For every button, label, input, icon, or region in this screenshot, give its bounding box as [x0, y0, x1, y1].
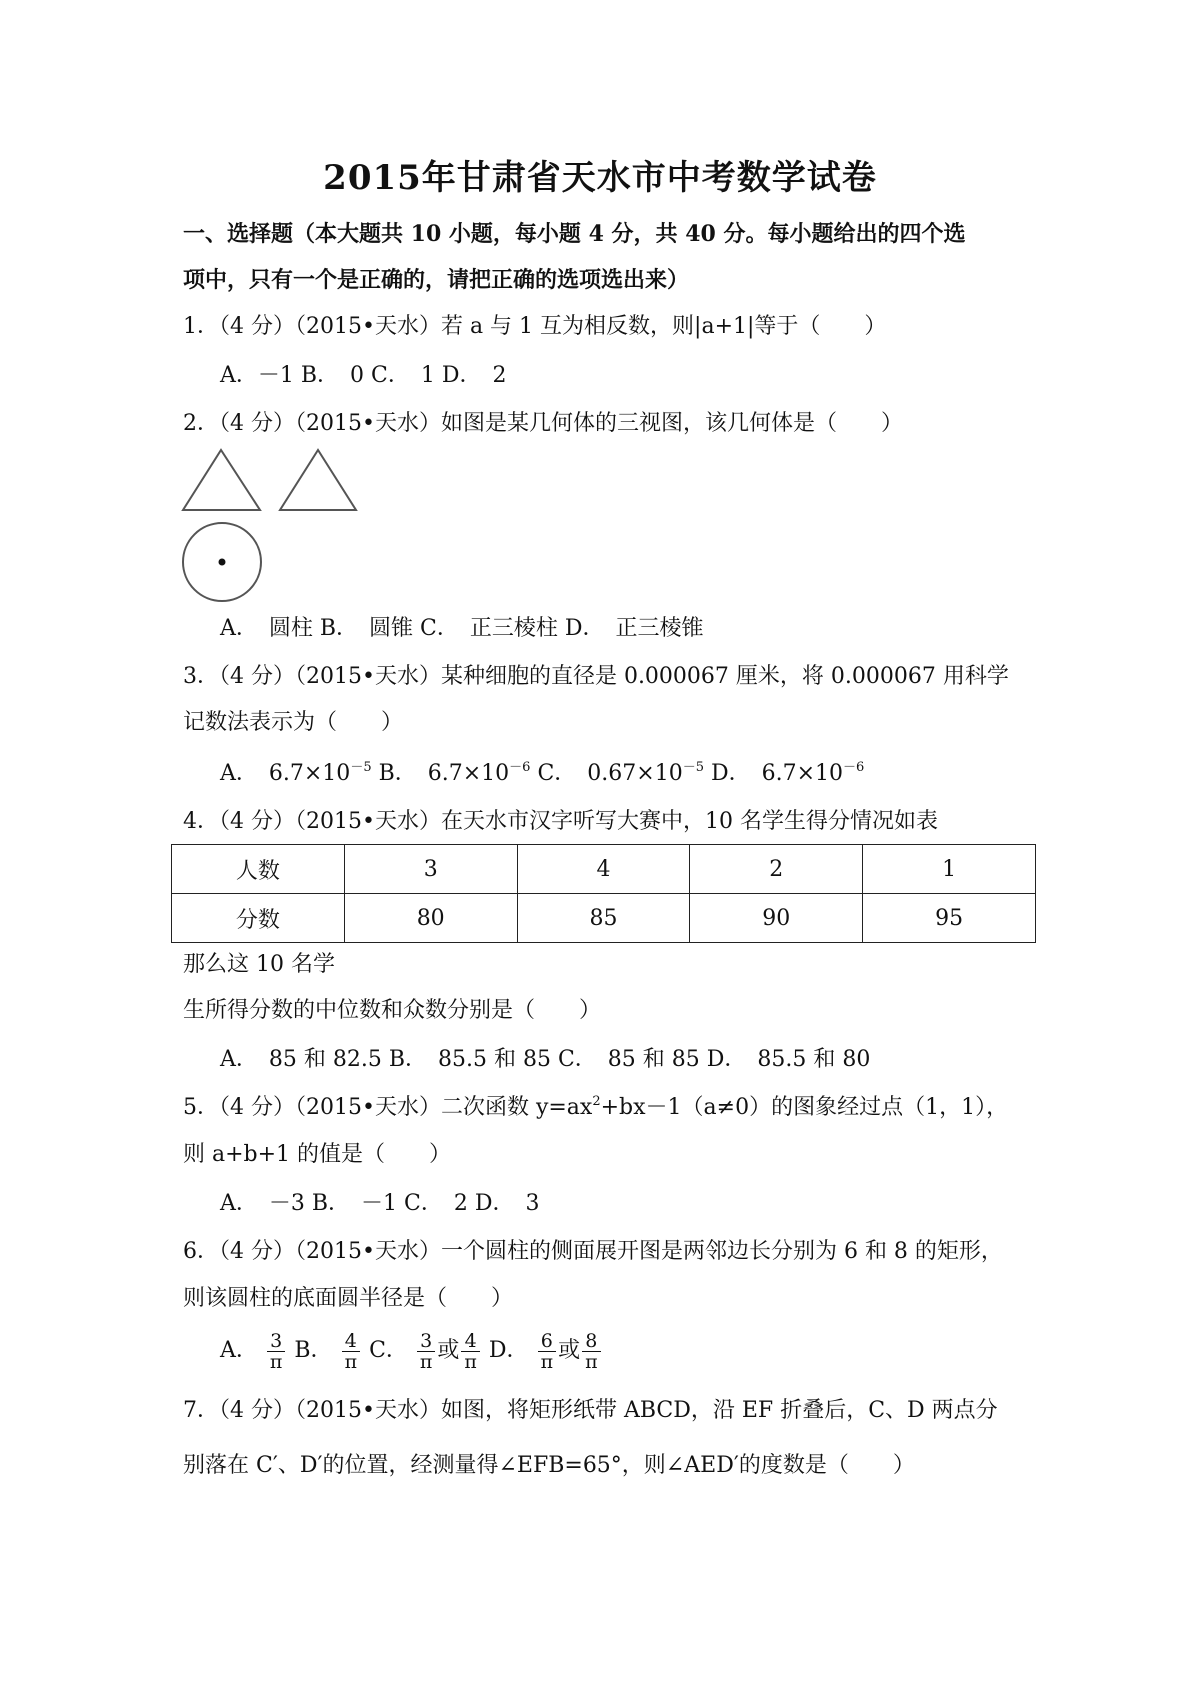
top-view-center-dot [219, 559, 226, 566]
q3-option-d-exponent: －6 [843, 760, 865, 775]
question-2-options: A． 圆柱 B． 圆锥 C． 正三棱柱 D． 正三棱锥 [220, 616, 704, 641]
q3-option-b: B． 6.7×10 [371, 761, 510, 786]
denominator: π [344, 1350, 358, 1373]
question-6-options [220, 1327, 603, 1375]
q3-option-d: D． 6.7×10 [703, 761, 844, 786]
question-1-options: A．－1 B． 0 C． 1 D． 2 [220, 363, 507, 388]
fraction-6-over-pi [538, 1331, 557, 1372]
q5-text-part1: 5．（4 分）（2015•天水）二次函数 y=ax [183, 1095, 593, 1120]
question-6-line1: 6．（4 分）（2015•天水）一个圆柱的侧面展开图是两邻边长分别为 6 和 8 的矩形， [183, 1239, 1003, 1264]
question-5-line2: 则 a+b+1 的值是（ ） [183, 1142, 452, 1167]
q6-option-a-label: A． [220, 1338, 258, 1363]
numerator: 3 [267, 1331, 286, 1352]
table-cell: 4 [517, 845, 690, 894]
denominator: π [585, 1350, 598, 1373]
numerator: 4 [461, 1331, 480, 1352]
table-cell: 人数 [172, 845, 345, 894]
side-view-triangle [280, 450, 356, 510]
q3-option-c-exponent: －5 [682, 760, 704, 775]
question-3-options [220, 758, 864, 790]
table-cell: 85 [517, 894, 690, 943]
three-view-figure [180, 448, 370, 608]
denominator: π [419, 1350, 433, 1373]
question-5-options: A． －3 B． －1 C． 2 D． 3 [220, 1191, 540, 1216]
question-4: 4．（4 分）（2015•天水）在天水市汉字听写大赛中，10 名学生得分情况如表 [183, 809, 938, 834]
numerator: 4 [342, 1331, 361, 1352]
q6-option-d-label: D． [488, 1338, 529, 1363]
table-cell: 1 [863, 845, 1036, 894]
table-cell: 分数 [172, 894, 345, 943]
front-view-triangle [183, 450, 260, 510]
question-2: 2．（4 分）（2015•天水）如图是某几何体的三视图，该几何体是（ ） [183, 411, 903, 436]
table-row [172, 845, 1036, 894]
q6-option-c-label: C． [369, 1338, 408, 1363]
table-cell: 2 [690, 845, 863, 894]
question-5-line1 [183, 1092, 1008, 1124]
q5-exponent: 2 [592, 1094, 601, 1109]
question-6-line2: 则该圆柱的底面圆半径是（ ） [183, 1286, 514, 1311]
question-4-options: A． 85 和 82.5 B． 85.5 和 85 C． 85 和 85 D． 85.5 和 80 [220, 1047, 871, 1072]
numerator: 6 [538, 1331, 557, 1352]
score-table [171, 844, 1036, 943]
question-4-after-table-2: 生所得分数的中位数和众数分别是（ ） [183, 998, 602, 1023]
numerator: 8 [582, 1331, 601, 1352]
fraction-3-over-pi [417, 1331, 436, 1372]
question-3-line1: 3．（4 分）（2015•天水）某种细胞的直径是 0.000067 厘米，将 0.000067 用科学 [183, 664, 1009, 689]
table-cell: 95 [863, 894, 1036, 943]
table-row [172, 894, 1036, 943]
numerator: 3 [417, 1331, 436, 1352]
q3-option-c: C． 0.67×10 [530, 761, 683, 786]
q3-option-b-exponent: －6 [509, 760, 531, 775]
q5-text-part2: +bx－1（a≠0）的图象经过点（1，1）， [600, 1095, 1009, 1120]
question-7-line2: 别落在 C′、D′的位置，经测量得∠EFB=65°，则∠AED′的度数是（ ） [183, 1453, 915, 1478]
page-title: 2015年甘肃省天水市中考数学试卷 [323, 158, 877, 198]
fraction-4-over-pi [342, 1331, 361, 1372]
fraction-3-over-pi [267, 1331, 286, 1372]
question-1: 1．（4 分）（2015•天水）若 a 与 1 互为相反数，则|a+1|等于（ ） [183, 314, 887, 339]
fraction-4-over-pi [461, 1331, 480, 1372]
q6-option-b-label: B． [294, 1338, 333, 1363]
fraction-8-over-pi [582, 1331, 601, 1372]
question-7-line1: 7．（4 分）（2015•天水）如图，将矩形纸带 ABCD，沿 EF 折叠后，C、D 两点分 [183, 1398, 998, 1423]
or-word: 或 [437, 1338, 460, 1363]
question-3-line2: 记数法表示为（ ） [183, 710, 404, 735]
or-word: 或 [558, 1338, 581, 1363]
section-heading-line2: 项中，只有一个是正确的，请把正确的选项选出来） [183, 267, 690, 293]
table-cell: 90 [690, 894, 863, 943]
table-cell: 80 [344, 894, 517, 943]
section-heading-line1: 一、选择题（本大题共 10 小题，每小题 4 分，共 40 分。每小题给出的四个选 [183, 221, 966, 247]
question-4-after-table-1: 那么这 10 名学 [183, 952, 335, 977]
q3-option-a-exponent: －5 [350, 760, 372, 775]
table-cell: 3 [344, 845, 517, 894]
denominator: π [540, 1350, 554, 1373]
q3-option-a: A． 6.7×10 [220, 761, 351, 786]
denominator: π [269, 1350, 283, 1373]
denominator: π [464, 1350, 477, 1373]
